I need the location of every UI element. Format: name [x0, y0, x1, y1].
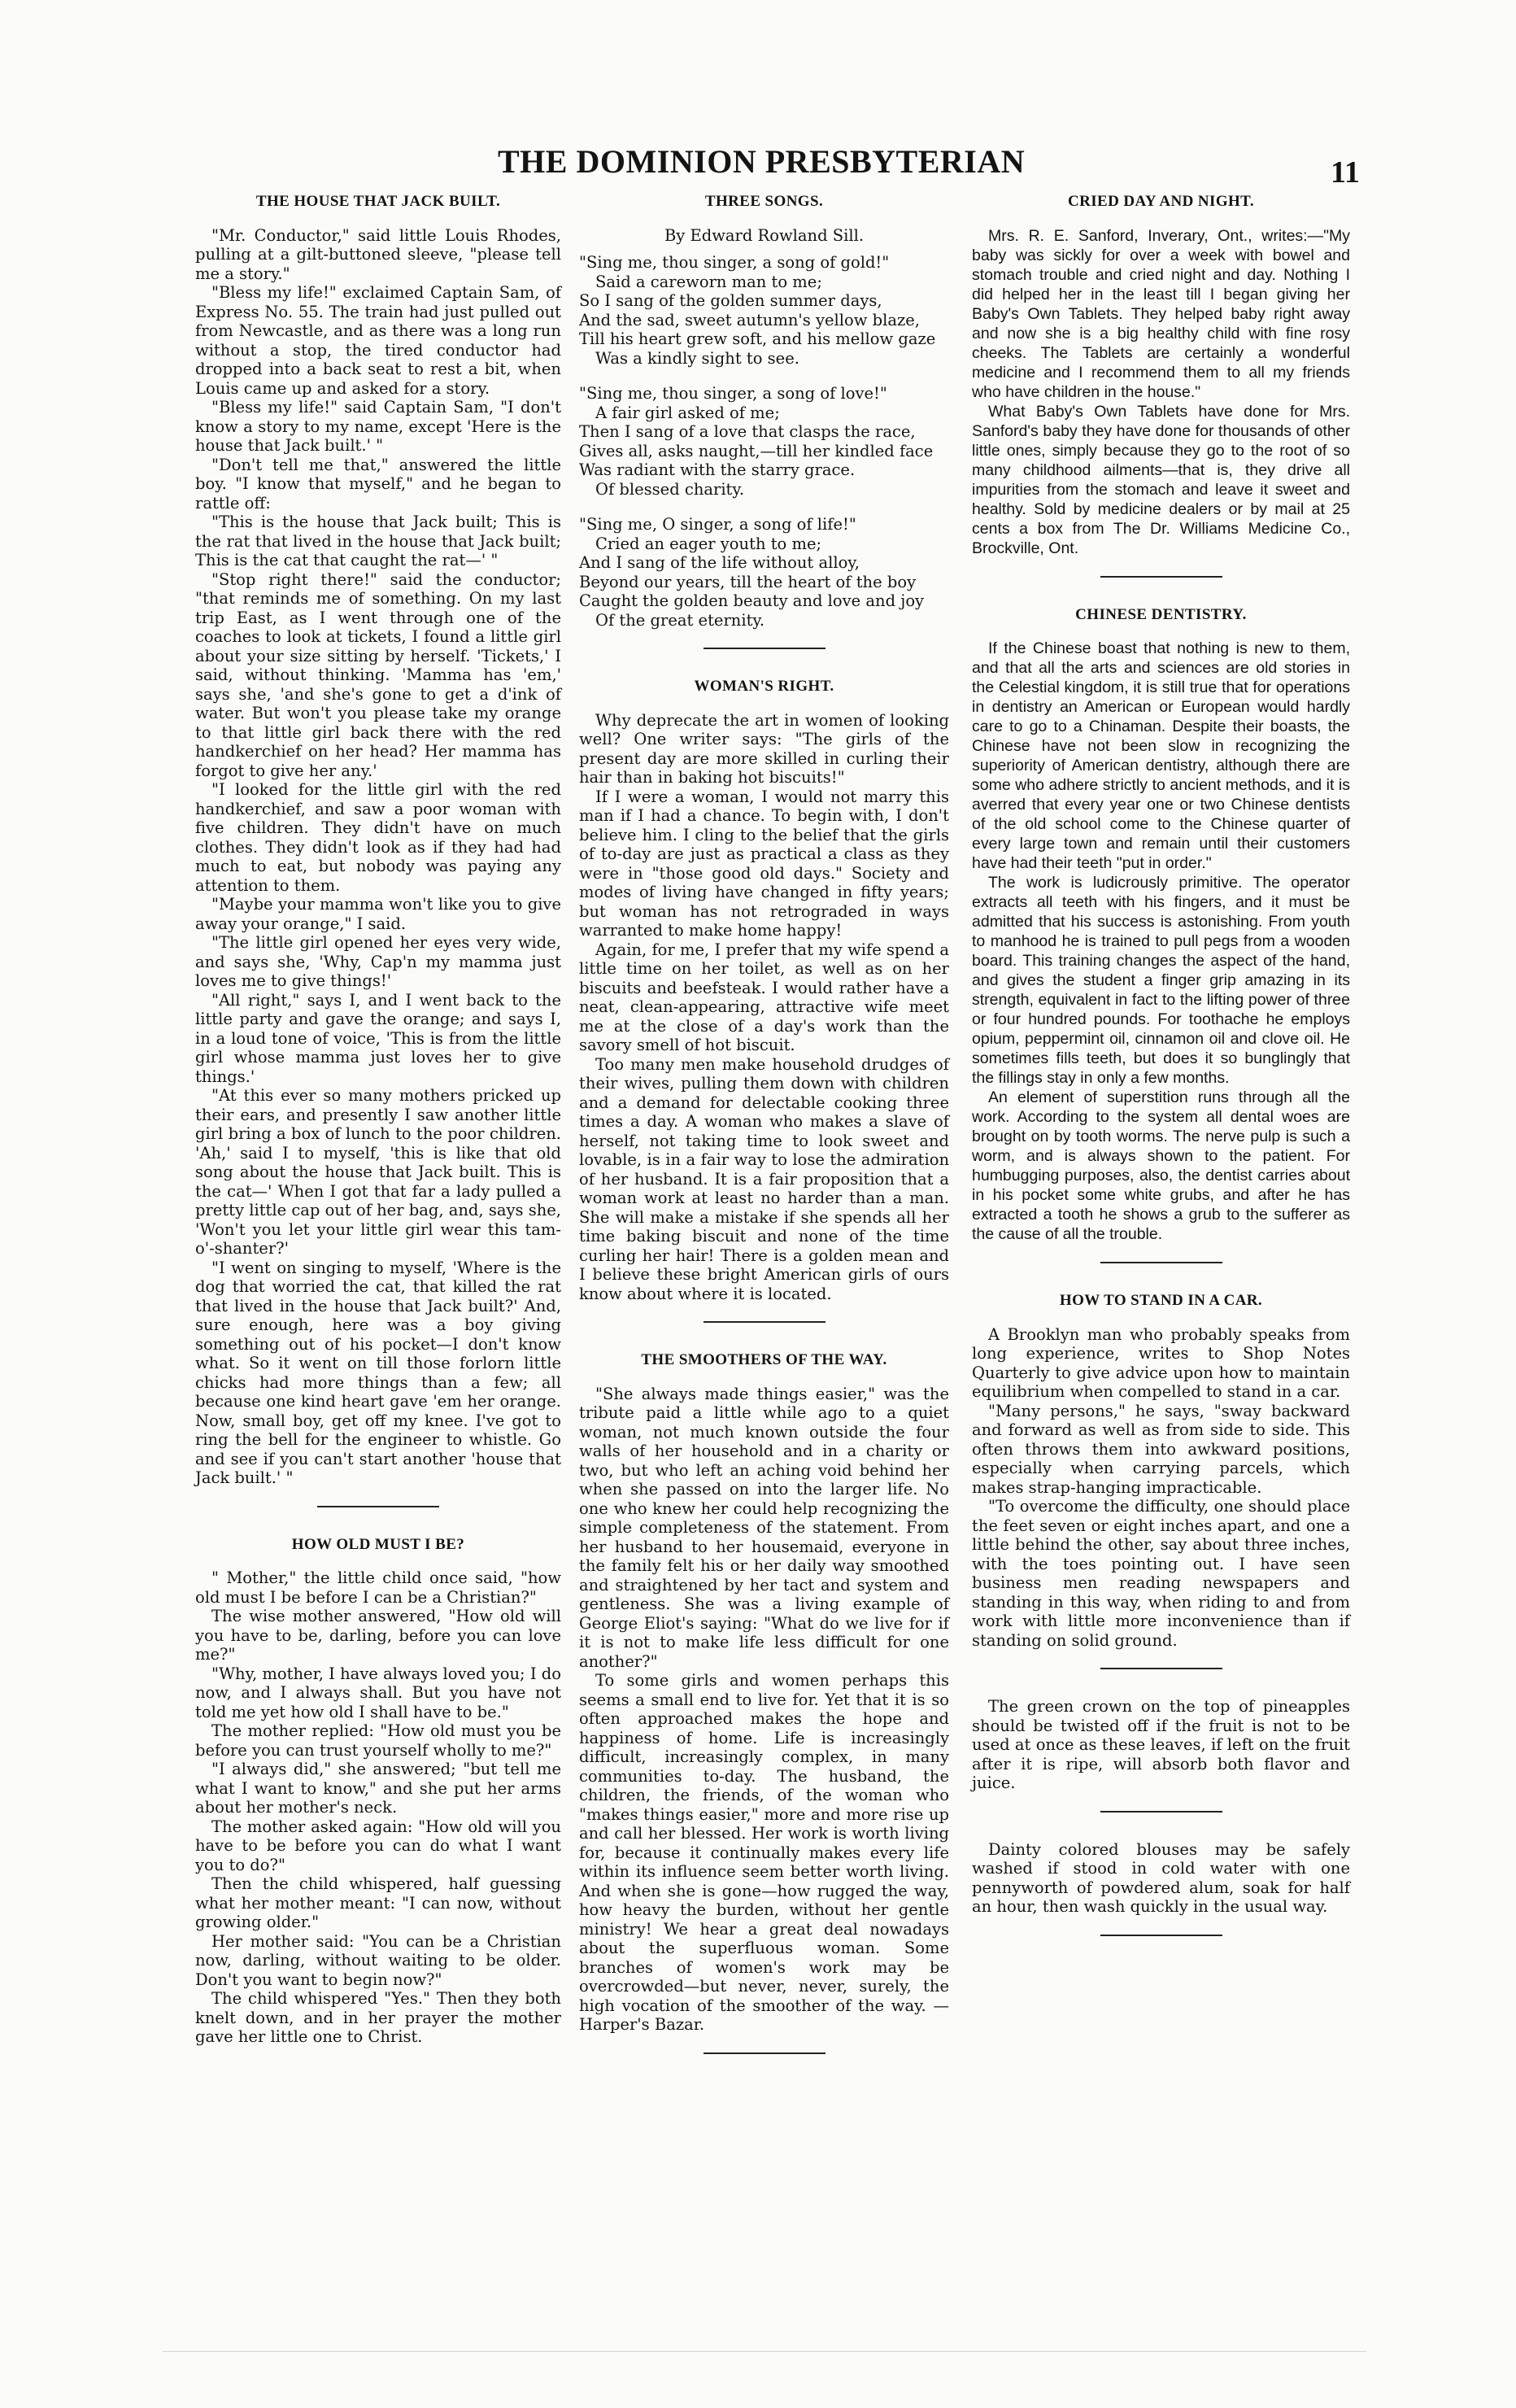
- divider: [704, 1321, 826, 1323]
- paragraph: If the Chinese boast that nothing is new to them, and that all the arts and sciences are old stories in the Celestial kingdom, it is still true that for operations in dentistry an American or European would hardly care to go to a Chinaman. Despite their boasts, the Chinese have not been slow in recognizing the superiority of American dentistry, although there are some who adhere strictly to ancient methods, and it is averred that every year one or two Chinese dentists of the old school come to the Chinese quarter of every large town and remain until their customers have had their teeth "put in order.": [972, 639, 1350, 872]
- paragraph: To some girls and women perhaps this seems a small end to live for. Yet that it is so often approached makes the hope and happiness of home. Life is increasingly difficult, increasingly complex, in many communities to-day. The husband, the children, the friends, of the woman who "makes things easier," more and more rise up and call her blessed. Her work is worth living for, because it continually makes every life within its influence seem better worth living. And when she is gone—how rugged the way, how heavy the burden, without her gentle ministry! We hear a great deal nowadays about the superfluous woman. Some branches of women's work may be overcrowded—but never, never, surely, the high vocation of the smoother of the way. — Harper's Bazar.: [579, 1671, 949, 2034]
- verse-line: So I sang of the golden summer days,: [579, 291, 882, 310]
- article-how-old-must-i-be: [195, 1535, 561, 2047]
- verse-line: Was radiant with the starry grace.: [579, 460, 856, 479]
- verse-line: Gives all, asks naught,—till her kindled face: [579, 441, 934, 460]
- masthead: THE DOMINION PRESBYTERIAN: [498, 143, 1026, 180]
- paragraph: "Why, mother, I have always loved you; I do now, and I always shall. But you have not told me yet how old I shall have to be.": [195, 1664, 561, 1721]
- item-pineapples: [972, 1697, 1350, 1793]
- paragraph: " Mother," the little child once said, "how old must I be before I can be a Christian?": [195, 1568, 561, 1607]
- page-number: 11: [1331, 155, 1360, 190]
- verse-line: Of blessed charity.: [595, 479, 745, 499]
- paragraph: "Bless my life!" exclaimed Captain Sam, of Express No. 55. The train had just pulled out from Newcastle, and as there was a long run without a stop, the tired conductor had dropped into a back seat to rest a bit, when Louis came up and asked for a story.: [195, 283, 561, 398]
- paragraph: "This is the house that Jack built; This is the rat that lived in the house that Jack built; This is the cat that caught the rat—' ": [195, 513, 561, 569]
- poem-title: THREE SONGS.: [704, 193, 824, 210]
- divider: [704, 2052, 826, 2054]
- divider: [1100, 1262, 1222, 1263]
- paragraph: "She always made things easier," was the tribute paid a little while ago to a quiet woman, not much known outside the four walls of her household and in a charity or two, but who left an aching void behind her when she passed on into the larger life. No one who knew her could help recognizing the simple completeness of the statement. From her husband to her housemaid, everyone in the family felt his or her daily way smoothed and straightened by her tact and system and gentleness. She was a living example of George Eliot's saying: "What do we live for if it is not to make life less difficult for one another?": [579, 1384, 949, 1671]
- verse-line: "Sing me, thou singer, a song of gold!": [579, 253, 890, 272]
- verse-line: Of the great eternity.: [595, 610, 765, 630]
- article-smoothers-of-the-way: [579, 1350, 949, 2035]
- article-title: THE HOUSE THAT JACK BUILT.: [255, 193, 501, 210]
- paragraph: The green crown on the top of pineapples should be twisted off if the fruit is not to be used at once as these leaves, if left on the fruit after it is ripe, will absorb both flavor and juice.: [972, 1697, 1350, 1792]
- paragraph: "Mr. Conductor," said little Louis Rhodes, pulling at a gilt-buttoned sleeve, "please tell me a story.": [195, 225, 561, 283]
- verse-line: Said a careworn man to me;: [595, 272, 822, 291]
- divider: [1100, 1811, 1222, 1813]
- stanza: [579, 253, 949, 368]
- column-3: [972, 192, 1350, 1964]
- divider: [317, 1506, 439, 1507]
- stanza: [579, 515, 949, 630]
- stanza: [579, 384, 949, 499]
- paragraph: "To overcome the difficulty, one should place the feet seven or eight inches apart, and one a little behind the other, say about three inches, with the toes pointing out. I have seen business men reading newspapers and standing in this way, when riding to and from work with little more inconvenience than if standing on solid ground.: [972, 1497, 1350, 1650]
- byline: By Edward Rowland Sill.: [664, 225, 865, 245]
- article-womans-right: [579, 677, 949, 1303]
- article-chinese-dentistry: [972, 605, 1350, 1245]
- article-title: WOMAN'S RIGHT.: [694, 678, 834, 695]
- article-cried-day-and-night: [972, 192, 1350, 558]
- paragraph: Too many men make household drudges of their wives, pulling them down with children and a demand for delectable cooking three times a day. A woman who makes a slave of herself, not taking time to look sweet and lovable, is in a fair way to lose the admiration of her husband. It is a fair proposition that a woman work at least no harder than a man. She will make a mistake if she spends all her time baking biscuit and none of the time curling her hair! There is a golden mean and I believe these bright American girls of ours know about where it is located.: [579, 1054, 949, 1303]
- verse-line: Was a kindly sight to see.: [595, 348, 799, 368]
- paragraph: Dainty colored blouses may be safely washed if stood in cold water with one pennyworth of powdered alum, soak for half an hour, then wash quickly in the usual way.: [972, 1839, 1350, 1916]
- paragraph: The mother replied: "How old must you be before you can trust yourself wholly to me?": [195, 1721, 561, 1760]
- divider: [1100, 576, 1222, 578]
- paragraph: If I were a woman, I would not marry this man if I had a chance. To begin with, I don't believe him. I cling to the belief that the girls of to-day are just as practical a class as they were in "those good old days." Society and modes of living have changed in fifty years; but woman has not retrograded in ways warranted to make home happy!: [579, 787, 949, 940]
- paragraph: "Bless my life!" said Captain Sam, "I don't know a story to my name, except 'Here is the house that Jack built.' ": [195, 398, 561, 455]
- verse-line: Till his heart grew soft, and his mellow gaze: [579, 329, 936, 348]
- paragraph: Mrs. R. E. Sanford, Inverary, Ont., writes:—"My baby was sickly for over a week with bowel and stomach trouble and cried night and day. Nothing I did helped her in the least till I began giving her Baby's Own Tablets. They helped baby right away and now she is a big healthy child with fine rosy cheeks. The Tablets are certainly a wonderful medicine and I recommend them to all my friends who have children in the house.": [972, 226, 1350, 401]
- poem-three-songs: [579, 192, 949, 630]
- paragraph: "Maybe your mamma won't like you to give away your orange," I said.: [195, 895, 561, 933]
- verse-line: Caught the golden beauty and love and joy: [579, 591, 925, 610]
- item-blouses: [972, 1840, 1350, 1917]
- verse-line: "Sing me, thou singer, a song of love!": [579, 384, 887, 403]
- article-title: CRIED DAY AND NIGHT.: [1068, 193, 1254, 210]
- verse-line: Cried an eager youth to me;: [595, 534, 822, 553]
- article-house-that-jack-built: [195, 192, 561, 1488]
- paragraph: "At this ever so many mothers pricked up their ears, and presently I saw another little girl bring a box of lunch to the poor children. 'Ah,' said I to myself, 'this is like that old song about the house that Jack built. This is the cat—' When I got that far a lady pulled a pretty little cap out of her bag, and, says she, 'Won't you let your little girl wear this tam-o'-shanter?': [195, 1086, 561, 1258]
- paragraph: The mother asked again: "How old will you have to be before you can do what I want you to do?": [195, 1817, 561, 1874]
- verse-line: Then I sang of a love that clasps the race,: [579, 422, 916, 441]
- verse-line: And I sang of the life without alloy,: [579, 553, 860, 572]
- column-1: [195, 192, 561, 2050]
- article-title: CHINESE DENTISTRY.: [1075, 605, 1247, 623]
- divider: [1100, 1935, 1222, 1936]
- article-how-to-stand-in-a-car: [972, 1291, 1350, 1650]
- paragraph: "I always did," she answered; "but tell me what I want to know," and she put her arms about her mother's neck.: [195, 1760, 561, 1817]
- paragraph: "Don't tell me that," answered the little boy. "I know that myself," and he began to rattle off:: [195, 455, 561, 513]
- paragraph: Why deprecate the art in women of looking well? One writer says: "The girls of the present day are more skilled in curling their hair than in baking hot biscuits!": [579, 710, 949, 787]
- paragraph: "I went on singing to myself, 'Where is the dog that worried the cat, that killed the rat that lived in the house that Jack built?' And, sure enough, here was a boy giving something out of his pocket—I don't know what. So it went on till those forlorn little chicks had more things than a few; all because one kind heart gave 'em her orange. Now, small boy, get off my knee. I've got to ring the bell for the engineer to whistle. Go and see if you can't start another 'house that Jack built.' ": [195, 1258, 561, 1487]
- paragraph: The work is ludicrously primitive. The operator extracts all teeth with his fingers, and it must be admitted that his success is astonishing. From youth to manhood he is trained to pull pegs from a wooden board. This training changes the aspect of the hand, and gives the student a finger grip amazing in its strength, equivalent in fact to the lifting power of three or four hundred pounds. For toothache he employs opium, peppermint oil, cinnamon oil and clove oil. He sometimes fills teeth, but does it so bunglingly that the fillings stay in only a few months.: [972, 874, 1350, 1087]
- paragraph: A Brooklyn man who probably speaks from long experience, writes to Shop Notes Quarterly to give advice upon how to maintain equilibrium when compelled to stand in a car.: [972, 1324, 1350, 1401]
- paragraph: "Many persons," he says, "sway backward and forward as well as from side to side. This often throws them into awkward positions, especially when carrying parcels, which makes strap-hanging impracticable.: [972, 1401, 1350, 1497]
- verse-line: "Sing me, O singer, a song of life!": [579, 515, 856, 534]
- verse-line: A fair girl asked of me;: [595, 403, 780, 422]
- paragraph: The wise mother answered, "How old will you have to be, darling, before you can love me?": [195, 1607, 561, 1664]
- article-title: THE SMOOTHERS OF THE WAY.: [641, 1351, 887, 1368]
- paragraph: "I looked for the little girl with the red handkerchief, and saw a poor woman with five children. They didn't have on much clothes. They didn't look as if they had had much to eat, but nobody was paying any attention to them.: [195, 780, 561, 895]
- paragraph: The child whispered "Yes." Then they both knelt down, and in her prayer the mother gave her little one to Christ.: [195, 1989, 561, 2046]
- verse-line: And the sad, sweet autumn's yellow blaze,: [579, 310, 920, 329]
- paragraph: "The little girl opened her eyes very wide, and says she, 'Why, Cap'n my mamma just loves me to give things!': [195, 933, 561, 990]
- divider: [704, 648, 826, 649]
- paragraph: An element of superstition runs through all the work. According to the system all dental woes are brought on by tooth worms. The nerve pulp is such a worm, and is always shown to the patient. For humbugging purposes, also, the dentist carries about in his pocket some white grubs, and after he has extracted a tooth he shows a grub to the sufferer as the cause of all the trouble.: [972, 1088, 1350, 1243]
- verse-line: Beyond our years, till the heart of the boy: [579, 572, 917, 591]
- paragraph: Then the child whispered, half guessing what her mother meant: "I can now, without growing older.": [195, 1874, 561, 1931]
- divider: [1100, 1668, 1222, 1669]
- page-edge-line: [163, 2351, 1366, 2352]
- article-title: HOW OLD MUST I BE?: [291, 1535, 465, 1553]
- paragraph: Again, for me, I prefer that my wife spend a little time on her toilet, as well as on her biscuits and beefsteak. I would rather have a neat, clean-appearing, attractive wife meet me at the close of a day's work than the savory smell of hot biscuit.: [579, 940, 949, 1054]
- paragraph: "All right," says I, and I went back to the little party and gave the orange; and says I, in a loud tone of voice, 'This is from the little girl whose mamma just loves her to give things.': [195, 990, 561, 1086]
- paragraph: What Baby's Own Tablets have done for Mrs. Sanford's baby they have done for thousands of other little ones, simply because they go to the root of so many childhood ailments—that is, they drive all impurities from the stomach and leave it sweet and healthy. Sold by medicine dealers or by mail at 25 cents a box from The Dr. Williams Medicine Co., Brockville, Ont.: [972, 402, 1350, 557]
- paragraph: Her mother said: "You can be a Christian now, darling, without waiting to be older. Don't you want to begin now?": [195, 1931, 561, 1989]
- column-2: [579, 192, 949, 2082]
- paragraph: "Stop right there!" said the conductor; "that reminds me of something. On my last trip East, as I went through one of the coaches to look at tickets, I found a little girl about your size sitting by herself. 'Tickets,' I said, without thinking. 'Mamma has 'em,' says she, 'and she's gone to get a d'ink of water. But won't you please take my orange to that little girl back there with the red handkerchief on her head? Her mamma has forgot to give her any.': [195, 569, 561, 780]
- article-title: HOW TO STAND IN A CAR.: [1059, 1292, 1263, 1309]
